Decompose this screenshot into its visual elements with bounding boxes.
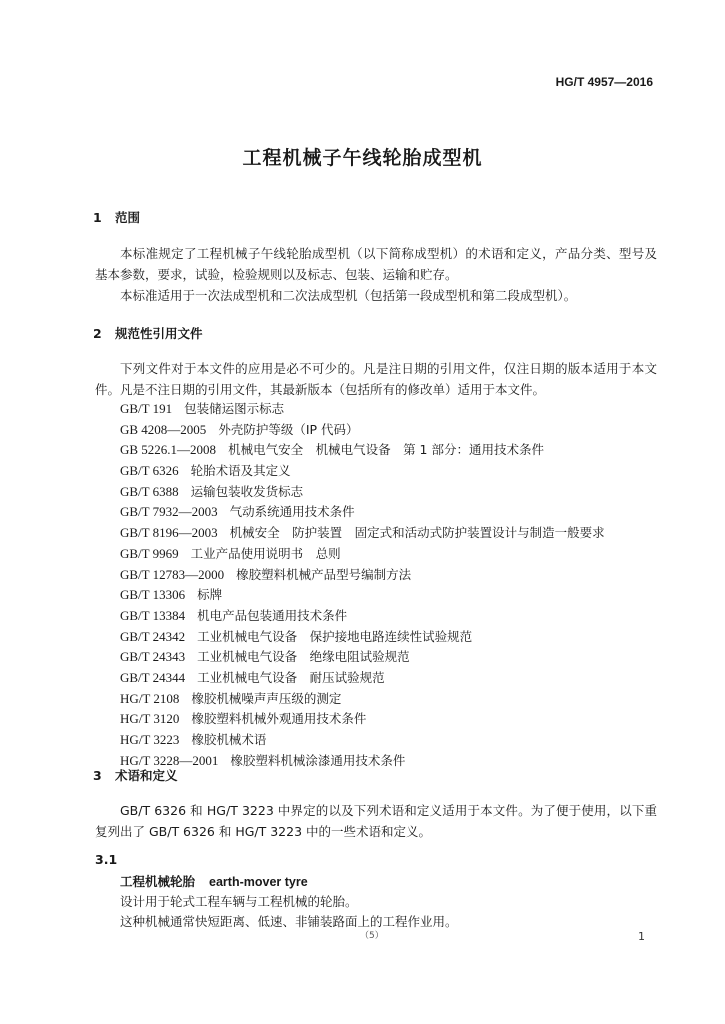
reference-code: GB/T 6326 [120,463,179,479]
reference-item [120,440,605,461]
reference-item [120,709,605,730]
term-entry [120,872,308,890]
term-definition: 设计用于轮式工程车辆与工程机械的轮胎。 [120,894,358,909]
reference-code: GB/T 13306 [120,587,186,603]
reference-item [120,668,605,689]
reference-item [120,565,605,586]
reference-title: 外壳防护等级（IP 代码） [218,421,359,437]
reference-code: GB/T 8196—2003 [120,525,218,541]
section-title: 术语和定义 [115,768,178,783]
section-number: 3 [93,768,102,783]
document-title: 工程机械子午线轮胎成型机 [242,147,483,169]
reference-code: GB/T 191 [120,401,173,416]
section-title: 范围 [115,210,141,225]
section-2-intro: 下列文件对于本文件的应用是必不可少的。凡是注日期的引用文件，仅注日期的版本适用于本文件。凡是不注日期的引用文件，其最新版本（包括所有的修改单）适用于本文件。 [95,361,657,397]
reference-code: GB 5226.1—2008 [120,442,217,458]
reference-title: 轮胎术语及其定义 [190,463,291,479]
reference-title: 橡胶塑料机械产品型号编制方法 [236,566,412,582]
section-title: 规范性引用文件 [115,326,203,341]
reference-title: 机械电气安全 机械电气设备 第 1 部分：通用技术条件 [228,442,544,458]
reference-item [120,482,605,503]
reference-item [120,627,605,648]
reference-title: 包装储运图示标志 [184,401,285,416]
reference-title: 标牌 [197,587,223,603]
section-2-heading [93,324,203,342]
reference-code: HG/T 3120 [120,711,180,727]
normative-reference-list [120,399,605,771]
reference-title: 橡胶机械术语 [191,732,267,747]
reference-item [120,585,605,606]
reference-title: 工业机械电气设备 绝缘电阻试验规范 [197,649,410,665]
reference-title: 工业机械电气设备 保护接地电路连续性试验规范 [197,628,473,644]
term-english: earth-mover tyre [209,875,308,889]
reference-code: GB/T 12783—2000 [120,566,225,582]
reference-code: HG/T 3223 [120,732,180,747]
reference-title: 橡胶塑料机械涂漆通用技术条件 [230,752,406,768]
reference-title: 橡胶塑料机械外观通用技术条件 [191,711,367,727]
section-1-paragraph-1: 本标准规定了工程机械子午线轮胎成型机（以下简称成型机）的术语和定义，产品分类、型号及基本参数，要求，试验，检验规则以及标志、包装、运输和贮存。 [95,246,657,282]
reference-title: 运输包装收发货标志 [190,483,304,499]
standard-number: HG/T 4957—2016 [555,75,653,89]
reference-code: GB/T 7932—2003 [120,504,218,520]
reference-item [120,420,605,441]
reference-title: 工业产品使用说明书 总则 [190,545,341,561]
reference-item [120,461,605,482]
term-note: 这种机械通常快短距离、低速、非铺装路面上的工程作业用。 [120,914,458,929]
reference-code: GB/T 24342 [120,628,186,644]
reference-code: GB/T 24343 [120,649,186,665]
reference-code: HG/T 3228—2001 [120,752,219,768]
reference-title: 气动系统通用技术条件 [229,504,355,520]
reference-item [120,730,605,751]
section-1-heading [93,208,140,226]
section-3-intro: GB/T 6326 和 HG/T 3223 中界定的以及下列术语和定义适用于本文件。为了便于使用，以下重复列出了 GB/T 6326 和 HG/T 3223 中的一些术语和定义。 [95,803,657,839]
section-1-paragraph-2: 本标准适用于一次法成型机和二次法成型机（包括第一段成型机和第二段成型机）。 [120,288,577,303]
reference-code: GB/T 13384 [120,607,186,623]
section-3-heading [93,766,178,784]
reference-title: 机械安全 防护装置 固定式和活动式防护装置设计与制造一般要求 [229,525,605,541]
section-number: 1 [93,210,102,225]
reference-code: GB/T 9969 [120,545,179,561]
reference-item [120,647,605,668]
reference-item [120,544,605,565]
reference-title: 机电产品包装通用技术条件 [197,607,348,623]
reference-item [120,606,605,627]
reference-title: 工业机械电气设备 耐压试验规范 [197,669,385,685]
reference-code: GB/T 6388 [120,483,179,499]
page-number: 1 [638,930,645,943]
term-chinese: 工程机械轮胎 [120,874,196,889]
reference-item [120,689,605,710]
page-mark: （5） [360,931,384,941]
reference-code: GB/T 24344 [120,669,186,685]
reference-item [120,502,605,523]
reference-title: 橡胶机械噪声声压级的测定 [191,690,342,706]
reference-item [120,399,605,420]
subsection-number: 3.1 [95,852,118,867]
section-number: 2 [93,326,102,341]
reference-code: HG/T 2108 [120,690,180,706]
reference-item [120,523,605,544]
reference-code: GB 4208—2005 [120,421,207,437]
reference-item [120,751,605,772]
